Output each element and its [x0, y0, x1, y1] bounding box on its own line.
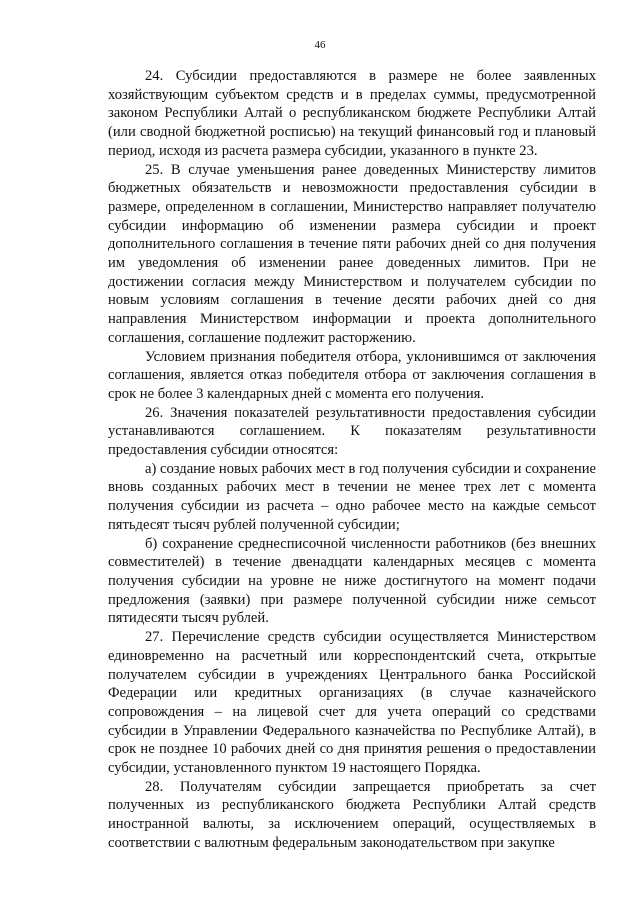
paragraph-26: 26. Значения показателей результативности предоставления субсидии устанавливаются соглашением. К показателям результативности предоставления субсидии относятся: — [108, 404, 596, 459]
paragraph-25-continuation: Условием признания победителя отбора, уклонившимся от заключения соглашения, является отказ победителя отбора от заключения соглашения в срок не более 3 календарных дней с момента его получения. — [108, 348, 596, 402]
paragraph-26-item-b: б) сохранение среднесписочной численности работников (без внешних совместителей) в течение двенадцати календарных месяцев с момента получения субсидии на уровне не ниже достигнутого на момент подачи предложения (заявки) при размере полученной субсидии ниже семьсот пятидесяти тысяч рублей. — [108, 535, 596, 627]
paragraph-24: 24. Субсидии предоставляются в размере не более заявленных хозяйствующим субъектом средств и в пределах суммы, предусмотренной законом Республики Алтай о республиканском бюджете Республики Алтай (или сводной бюджетной росписью) на текущий финансовый год и плановый период, исходя из расчета размера субсидии, указанного в пункте 23. — [108, 68, 596, 159]
document-body — [108, 67, 596, 853]
paragraph-26-item-a: а) создание новых рабочих мест в год получения субсидии и сохранение вновь созданных рабочих мест в течении не менее трех лет с момента получения субсидии из расчета – одно рабочее место на каждые семьсот пятьдесят тысяч рублей полученной субсидии; — [108, 460, 596, 533]
paragraph-28: 28. Получателям субсидии запрещается приобретать за счет полученных из республиканского бюджета Республики Алтай средств иностранной валюты, за исключением операций, осуществляемых в соответствии с валютным федеральным законодательством при закупке — [108, 778, 596, 851]
paragraph-25: 25. В случае уменьшения ранее доведенных Министерству лимитов бюджетных обязательств и невозможности предоставления субсидии в размере, определенном в соглашении, Министерство направляет получателю субсидии информацию об изменении размера субсидии и проект дополнительного соглашения в течение пяти рабочих дней со дня получения им уведомления об изменении ранее доведенных лимитов. При не достижении согласия между Министерством и получателем субсидии по новым условиям соглашения в течение десяти рабочих дней со дня направления Министерством информации и проекта дополнительного соглашения, соглашение подлежит расторжению. — [108, 161, 596, 346]
page-number: 46 — [314, 39, 326, 51]
paragraph-27: 27. Перечисление средств субсидии осуществляется Министерством единовременно на расчетный или корреспондентский счета, открытые получателем субсидии в учреждениях Центрального банка Российской Федерации или кредитных организациях (в случае казначейского сопровождения – на лицевой счет для учета операций со средствами субсидии в Управлении Федерального казначейства по Республике Алтай), в срок не позднее 10 рабочих дней со дня принятия решения о предоставлении субсидии, установленного пунктом 19 настоящего Порядка. — [108, 629, 596, 777]
